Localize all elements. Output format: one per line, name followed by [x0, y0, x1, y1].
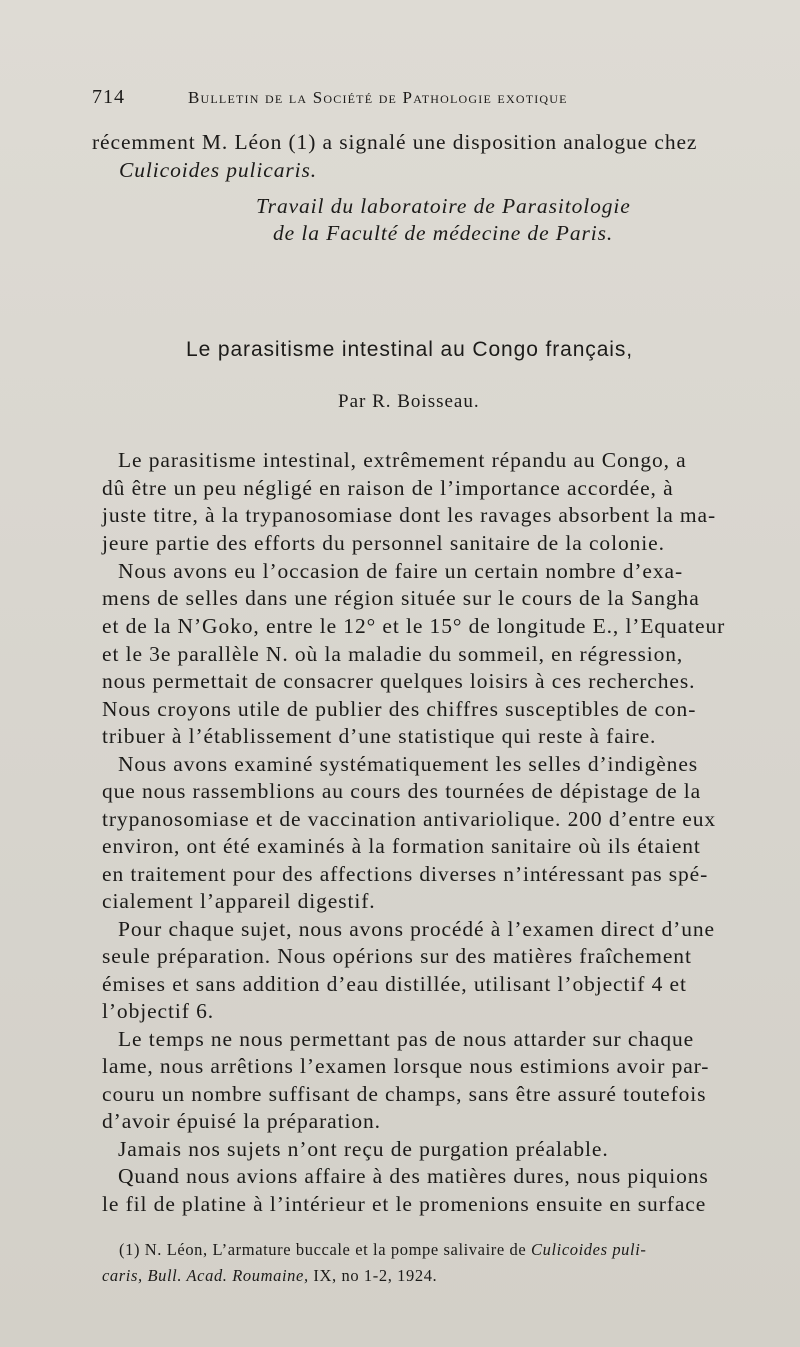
running-title: Bulletin de la Société de Pathologie exotique: [188, 88, 568, 107]
body-line: et le 3e parallèle N. où la maladie du sommeil, en régression,: [102, 642, 684, 666]
body-line: le fil de platine à l’intérieur et le promenions ensuite en surface: [102, 1192, 707, 1216]
body-line: et de la N’Goko, entre le 12° et le 15° de longitude E., l’Equateur: [102, 614, 726, 638]
body-line: mens de selles dans une région située sur le cours de la Sangha: [102, 586, 700, 610]
body-line: couru un nombre suffisant de champs, sans être assuré toutefois: [102, 1082, 707, 1106]
footnote-line-1: [119, 1240, 646, 1260]
intro-line-1: récemment M. Léon (1) a signalé une disposition analogue chez: [92, 130, 698, 154]
article-title: Le parasitisme intestinal au Congo français,: [186, 338, 633, 361]
body-line: Nous croyons utile de publier des chiffres susceptibles de con-: [102, 697, 697, 721]
body-line: tribuer à l’établissement d’une statistique qui reste à faire.: [102, 724, 657, 748]
body-line: Nous avons examiné systématiquement les selles d’indigènes: [118, 752, 699, 776]
article-byline: Par R. Boisseau.: [338, 391, 480, 412]
body-line: seule préparation. Nous opérions sur des matières fraîchement: [102, 944, 692, 968]
body-line: juste titre, à la trypanosomiase dont les ravages absorbent la ma-: [102, 503, 717, 527]
body-line: Le parasitisme intestinal, extrêmement répandu au Congo, a: [118, 448, 687, 472]
body-line: nous permettait de consacrer quelques loisirs à ces recherches.: [102, 669, 696, 693]
body-line: en traitement pour des affections diverses n’intéressant pas spé-: [102, 862, 709, 886]
page-header: [92, 86, 752, 116]
body-line: d’avoir épuisé la préparation.: [102, 1109, 381, 1133]
body-line: environ, ont été examinés à la formation sanitaire où ils étaient: [102, 834, 701, 858]
footnote-citation: (1) N. Léon, L’armature buccale et la pompe salivaire de: [119, 1240, 532, 1259]
body-line: émises et sans addition d’eau distillée, utilisant l’objectif 4 et: [102, 972, 687, 996]
body-line: que nous rassemblions au cours des tournées de dépistage de la: [102, 779, 702, 803]
footnote-species: Culicoides puli-: [531, 1240, 647, 1259]
affiliation-line-2: de la Faculté de médecine de Paris.: [273, 221, 614, 245]
body-line: Le temps ne nous permettant pas de nous attarder sur chaque: [118, 1027, 695, 1051]
body-line: l’objectif 6.: [102, 999, 214, 1023]
footnote-journal: caris, Bull. Acad. Roumaine,: [102, 1266, 309, 1285]
body-line: cialement l’appareil digestif.: [102, 889, 376, 913]
body-line: lame, nous arrêtions l’examen lorsque nous estimions avoir par-: [102, 1054, 710, 1078]
footnote-line-2: [102, 1266, 437, 1286]
body-line: Quand nous avions affaire à des matières dures, nous piquions: [118, 1164, 709, 1188]
page-number: 714: [92, 86, 125, 108]
body-line: Nous avons eu l’occasion de faire un certain nombre d’exa-: [118, 559, 684, 583]
intro-line-2: Culicoides pulicaris.: [119, 158, 318, 182]
body-line: Pour chaque sujet, nous avons procédé à l’examen direct d’une: [118, 917, 715, 941]
body-line: Jamais nos sujets n’ont reçu de purgation préalable.: [118, 1137, 609, 1161]
body-line: jeure partie des efforts du personnel sanitaire de la colonie.: [102, 531, 665, 555]
footnote-volume: IX, no 1-2, 1924.: [308, 1266, 438, 1285]
body-line: trypanosomiase et de vaccination antivariolique. 200 d’entre eux: [102, 807, 717, 831]
body-line: dû être un peu négligé en raison de l’importance accordée, à: [102, 476, 674, 500]
affiliation-line-1: Travail du laboratoire de Parasitologie: [256, 194, 631, 218]
